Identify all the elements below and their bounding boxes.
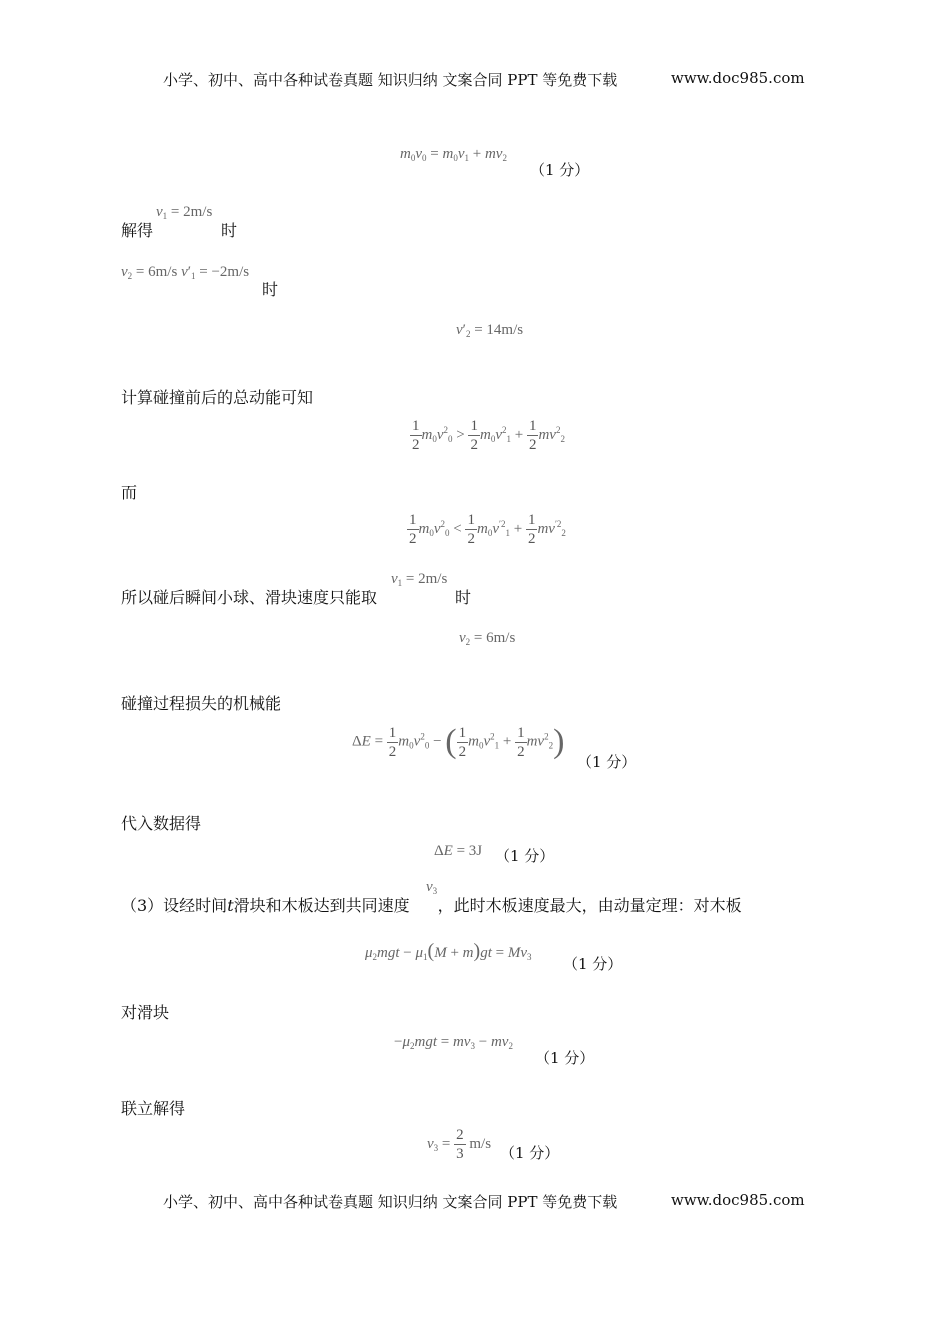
header-url[interactable]: www.doc985.com	[671, 69, 805, 87]
part3-pre: （3）设经时间	[121, 896, 228, 915]
fraction-half: $\frac{1}{2}$	[517, 724, 525, 760]
equation-v1: $v_1 = 2m/s$	[156, 204, 213, 221]
score-label: （1 分）	[500, 1144, 560, 1162]
equation-kinetic-energy-less: $\frac{1}{2}$ $m_0v^2_0$ < $\frac{1}{2}$ $m_0v^{'2}_1$ + $\frac{1}{2}$ $mv^{'2}_2$	[409, 512, 566, 547]
v1prime-value: = −2m/s	[199, 264, 250, 280]
text-sunshi: 碰撞过程损失的机械能	[121, 694, 282, 713]
text-shi-1: 时	[221, 221, 238, 240]
text-duihuakuai: 对滑块	[121, 1003, 170, 1022]
fraction-half: $\frac{1}{2}$	[458, 724, 467, 760]
part3-mid: 滑块和木板达到共同速度	[233, 896, 410, 915]
equation-v2-final: $v_2 = 6m/s$	[459, 630, 516, 647]
v1-value: = 2m/s	[405, 571, 448, 587]
equation-energy-loss-value: ΔE = 3J	[434, 843, 483, 859]
text-lianli: 联立解得	[121, 1099, 186, 1118]
score-label: （1 分）	[530, 161, 590, 179]
text-jisuan: 计算碰撞前后的总动能可知	[121, 388, 314, 407]
score-label: （1 分）	[563, 955, 623, 973]
page-footer	[163, 1191, 617, 1212]
fraction-half: $\frac{1}{2}$	[527, 512, 536, 547]
equation-v2-v1prime: $v_2 = 6m/s$ $v'_1 = -2m/s$	[121, 264, 250, 281]
dE-value: = 3J	[456, 843, 483, 859]
v1-value: = 2m/s	[170, 204, 213, 220]
page-header	[163, 69, 617, 90]
v2-value: = 6m/s	[473, 630, 516, 646]
equation-v1-final: $v_1 = 2m/s$	[391, 571, 448, 588]
v2prime-value: = 14m/s	[474, 322, 524, 338]
fraction-half: $\frac{1}{2}$	[528, 418, 537, 453]
fraction-half: $\frac{1}{2}$	[412, 418, 420, 453]
equation-board-impulse: $\mu_2mgt - \mu_1(M + m)gt = Mv_3$	[365, 940, 532, 962]
footer-url[interactable]: www.doc985.com	[671, 1191, 805, 1209]
fraction-half: $\frac{1}{2}$	[409, 512, 417, 547]
footer-text: 小学、初中、高中各种试卷真题 知识归纳 文案合同 PPT 等免费下载	[163, 1193, 618, 1211]
header-text: 小学、初中、高中各种试卷真题 知识归纳 文案合同 PPT 等免费下载	[163, 71, 618, 89]
symbol-v3: $v_3$	[426, 879, 438, 896]
fraction-two-thirds: $\frac{2}{3}$	[456, 1127, 464, 1162]
v2-value: = 6m/s	[135, 264, 178, 280]
equation-block-impulse: $-\mu_2mgt = mv_3 - mv_2$	[394, 1034, 513, 1051]
text-suoyi: 所以碰后瞬间小球、滑块速度只能取	[121, 588, 378, 607]
text-part3	[121, 893, 742, 916]
text-shi-3: 时	[455, 588, 472, 607]
score-label: （1 分）	[535, 1049, 595, 1067]
fraction-half: $\frac{1}{2}$	[467, 512, 475, 547]
score-label: （1 分）	[495, 847, 555, 865]
text-jiede: 解得	[121, 221, 154, 240]
text-shi-2: 时	[262, 280, 279, 299]
equation-energy-loss: ΔE = $\frac{1}{2}$ $m_0v^2_0$ − ( $\frac{1}{2}$ $m_0v^2_1$ + $\frac{1}{2}$ $mv^2_2$)	[352, 723, 565, 760]
part3-t: t	[227, 896, 234, 915]
part3-post: ，此时木板速度最大，由动量定理：对木板	[437, 896, 742, 915]
fraction-half: $\frac{1}{2}$	[388, 724, 397, 760]
score-label: （1 分）	[577, 753, 637, 771]
equation-momentum-conservation: $m_0v_0 = m_0v_1 + mv_2$	[400, 146, 507, 163]
equation-v3-value: $v_3$ = $\frac{2}{3}$ m/s	[427, 1127, 492, 1162]
v3-unit: m/s	[469, 1135, 492, 1152]
text-er: 而	[121, 483, 138, 502]
fraction-half: $\frac{1}{2}$	[470, 418, 478, 453]
text-dairu: 代入数据得	[121, 814, 202, 833]
equation-kinetic-energy-greater: $\frac{1}{2}$ $m_0v^2_0$ > $\frac{1}{2}$ $m_0v^2_1$ + $\frac{1}{2}$ $mv^2_2$	[412, 418, 565, 453]
equation-v2prime: $v'_2 = 14m/s$	[456, 322, 524, 339]
